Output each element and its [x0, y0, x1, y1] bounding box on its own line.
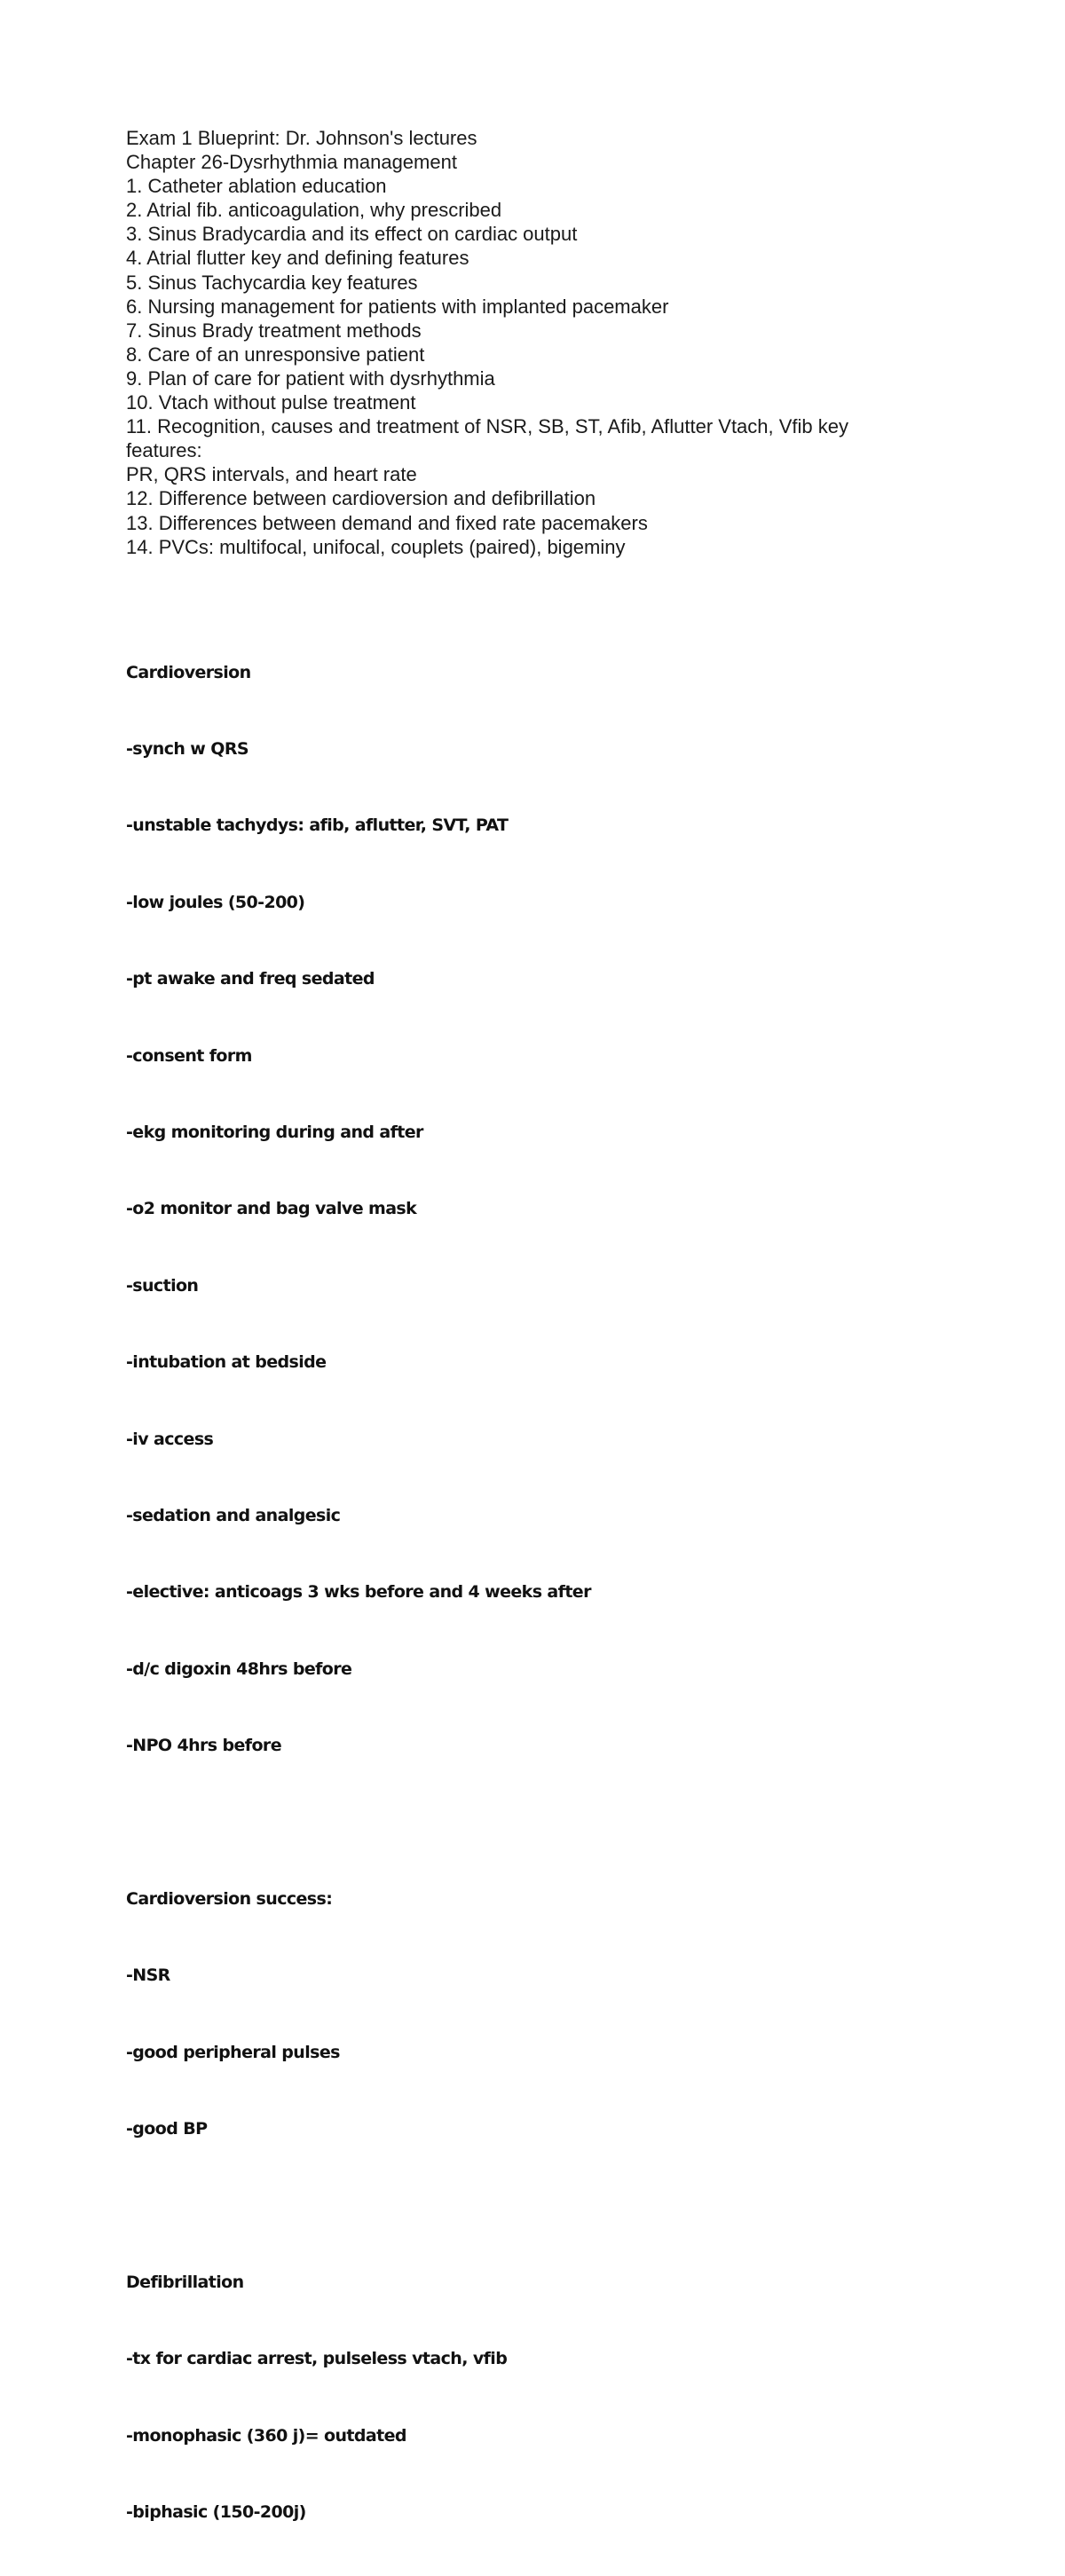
blueprint-item: features: [126, 439, 202, 462]
blueprint-item: 14. PVCs: multifocal, unifocal, couplets (paired), bigeminy [126, 535, 626, 558]
cardioversion-success-item: -good peripheral pulses [126, 2042, 340, 2062]
blueprint-title: Exam 1 Blueprint: Dr. Johnson's lectures [126, 127, 477, 149]
blueprint-item: 4. Atrial flutter key and defining features [126, 247, 469, 270]
cardioversion-item: -sedation and analgesic [126, 1505, 341, 1525]
blueprint-item: PR, QRS intervals, and heart rate [126, 463, 417, 486]
cardioversion-success-item: -NSR [126, 1965, 170, 1986]
cardioversion-item: -iv access [126, 1429, 214, 1449]
blueprint-item: 5. Sinus Tachycardia key features [126, 271, 418, 294]
study-notes-section [126, 609, 925, 2576]
chapter-heading: Chapter 26-Dysrhythmia management [126, 151, 457, 174]
cardioversion-success-heading: Cardioversion success: [126, 1888, 333, 1909]
cardioversion-section [126, 609, 925, 1809]
exam-blueprint-section [126, 126, 925, 559]
cardioversion-item: -consent form [126, 1045, 252, 1066]
cardioversion-item: -intubation at bedside [126, 1352, 327, 1373]
blueprint-item: 11. Recognition, causes and treatment of NSR, SB, ST, Afib, Aflutter Vtach, Vfib key [126, 415, 849, 438]
blueprint-item: 9. Plan of care for patient with dysrhythmia [126, 366, 495, 390]
cardioversion-item: -ekg monitoring during and after [126, 1122, 423, 1142]
blueprint-item: 6. Nursing management for patients with implanted pacemaker [126, 295, 669, 318]
defibrillation-item: -biphasic (150-200j) [126, 2501, 306, 2522]
cardioversion-success-section [126, 1835, 925, 2193]
section-spacer [126, 1809, 925, 1835]
cardioversion-item: -low joules (50-200) [126, 892, 305, 912]
defibrillation-heading: Defibrillation [126, 2272, 244, 2292]
cardioversion-item: -o2 monitor and bag valve mask [126, 1199, 417, 1219]
blueprint-item: 3. Sinus Bradycardia and its effect on cardiac output [126, 223, 578, 246]
defibrillation-item: -monophasic (360 j)= outdated [126, 2425, 406, 2446]
blueprint-item: 13. Differences between demand and fixed rate pacemakers [126, 511, 648, 534]
blueprint-item: 7. Sinus Brady treatment methods [126, 319, 422, 342]
blueprint-item: 10. Vtach without pulse treatment [126, 391, 416, 414]
cardioversion-item: -elective: anticoags 3 wks before and 4 weeks after [126, 1582, 591, 1603]
blueprint-item: 1. Catheter ablation education [126, 175, 387, 198]
defibrillation-item: -tx for cardiac arrest, pulseless vtach, vfib [126, 2349, 508, 2369]
defibrillation-section [126, 2218, 925, 2576]
cardioversion-item: -pt awake and freq sedated [126, 969, 375, 989]
blueprint-item: 12. Difference between cardioversion and defibrillation [126, 487, 596, 510]
section-spacer [126, 2193, 925, 2218]
cardioversion-item: -d/c digoxin 48hrs before [126, 1658, 352, 1679]
cardioversion-item: -synch w QRS [126, 738, 248, 759]
cardioversion-success-item: -good BP [126, 2119, 208, 2139]
cardioversion-item: -NPO 4hrs before [126, 1736, 281, 1756]
cardioversion-item: -unstable tachydys: afib, aflutter, SVT, PAT [126, 815, 509, 836]
cardioversion-item: -suction [126, 1275, 199, 1296]
cardioversion-heading: Cardioversion [126, 662, 251, 682]
blueprint-item: 8. Care of an unresponsive patient [126, 343, 425, 366]
blueprint-item: 2. Atrial fib. anticoagulation, why prescribed [126, 199, 502, 222]
